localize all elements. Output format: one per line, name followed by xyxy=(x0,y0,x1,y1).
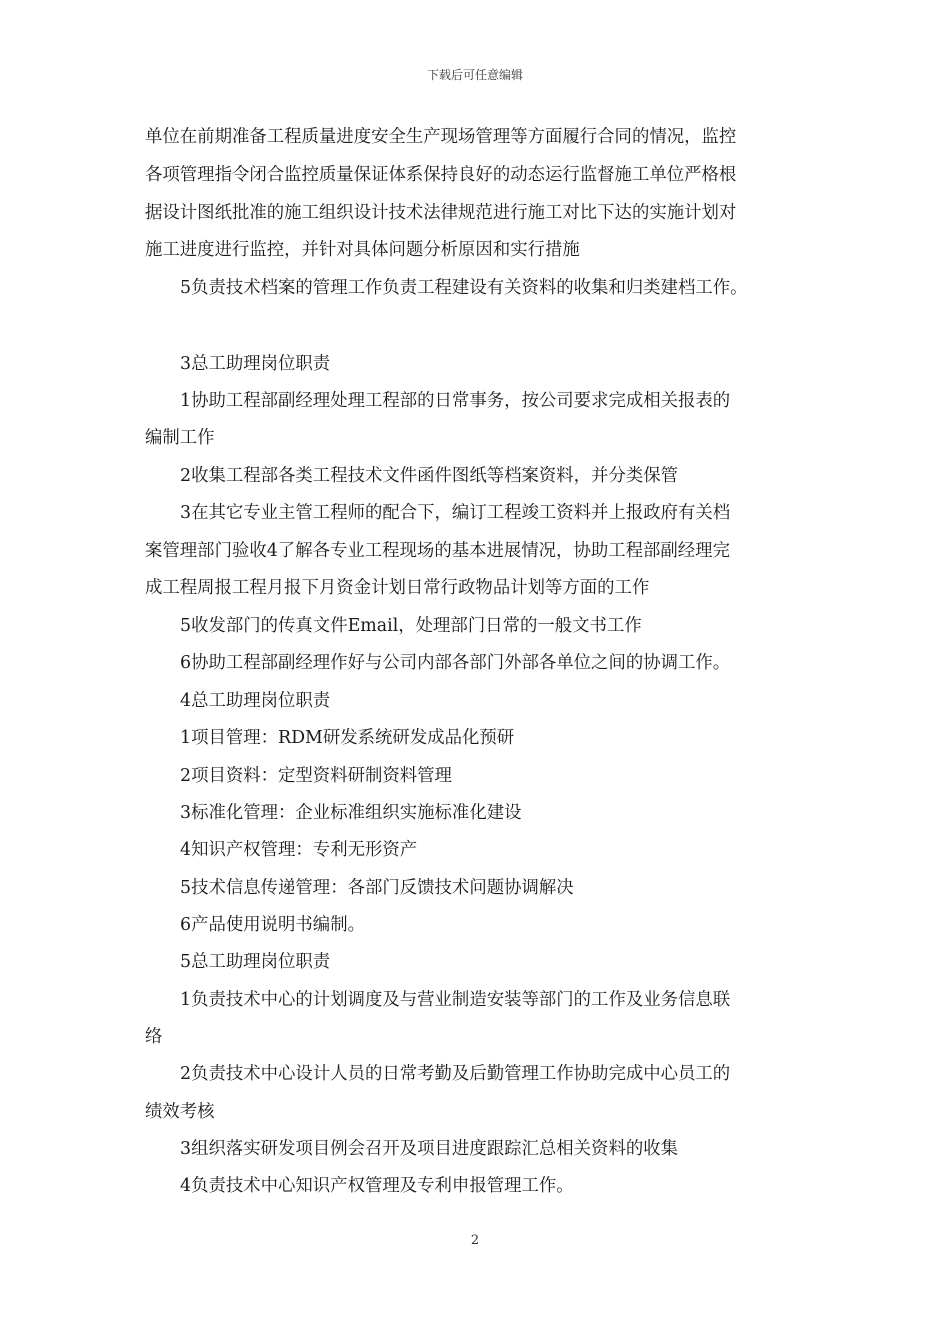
body-line: 2负责技术中心设计人员的日常考勤及后勤管理工作协助完成中心员工的 xyxy=(180,1064,731,1084)
body-line: 各项管理指令闭合监控质量保证体系保持良好的动态运行监督施工单位严格根 xyxy=(145,165,737,185)
body-line: 1协助工程部副经理处理工程部的日常事务，按公司要求完成相关报表的 xyxy=(180,391,731,411)
body-line: 6协助工程部副经理作好与公司内部各部门外部各单位之间的协调工作。 xyxy=(180,653,731,673)
section-heading: 5总工助理岗位职责 xyxy=(180,952,331,972)
body-line: 单位在前期准备工程质量进度安全生产现场管理等方面履行合同的情况，监控 xyxy=(145,127,737,147)
body-line: 案管理部门验收4了解各专业工程现场的基本进展情况，协助工程部副经理完 xyxy=(145,541,730,561)
body-line: 4负责技术中心知识产权管理及专利申报管理工作。 xyxy=(180,1176,574,1196)
body-line: 2项目资料：定型资料研制资料管理 xyxy=(180,766,452,786)
body-line: 1项目管理：RDM研发系统研发成品化预研 xyxy=(180,728,515,748)
page-number: 2 xyxy=(470,1233,480,1248)
section-heading: 4总工助理岗位职责 xyxy=(180,691,331,711)
body-line: 2收集工程部各类工程技术文件函件图纸等档案资料，并分类保管 xyxy=(180,466,679,486)
body-line: 6产品使用说明书编制。 xyxy=(180,915,365,935)
body-line: 5技术信息传递管理：各部门反馈技术问题协调解决 xyxy=(180,878,574,898)
body-line: 绩效考核 xyxy=(145,1102,215,1122)
body-line: 3标准化管理：企业标准组织实施标准化建设 xyxy=(180,803,522,823)
body-line: 5收发部门的传真文件Email，处理部门日常的一般文书工作 xyxy=(180,616,642,636)
body-line: 据设计图纸批准的施工组织设计技术法律规范进行施工对比下达的实施计划对 xyxy=(145,203,737,223)
body-line: 5负责技术档案的管理工作负责工程建设有关资料的收集和归类建档工作。 xyxy=(180,278,748,298)
body-line: 成工程周报工程月报下月资金计划日常行政物品计划等方面的工作 xyxy=(145,578,650,598)
body-line: 1负责技术中心的计划调度及与营业制造安装等部门的工作及业务信息联 xyxy=(180,990,731,1010)
body-line: 3在其它专业主管工程师的配合下，编订工程竣工资料并上报政府有关档 xyxy=(180,503,731,523)
body-line: 编制工作 xyxy=(145,428,215,448)
body-line: 3组织落实研发项目例会召开及项目进度跟踪汇总相关资料的收集 xyxy=(180,1139,679,1159)
body-line: 络 xyxy=(145,1027,163,1047)
page-header: 下载后可任意编辑 xyxy=(426,68,523,82)
body-line: 4知识产权管理：专利无形资产 xyxy=(180,840,418,860)
section-heading: 3总工助理岗位职责 xyxy=(180,354,331,374)
body-line: 施工进度进行监控，并针对具体问题分析原因和实行措施 xyxy=(145,240,580,260)
